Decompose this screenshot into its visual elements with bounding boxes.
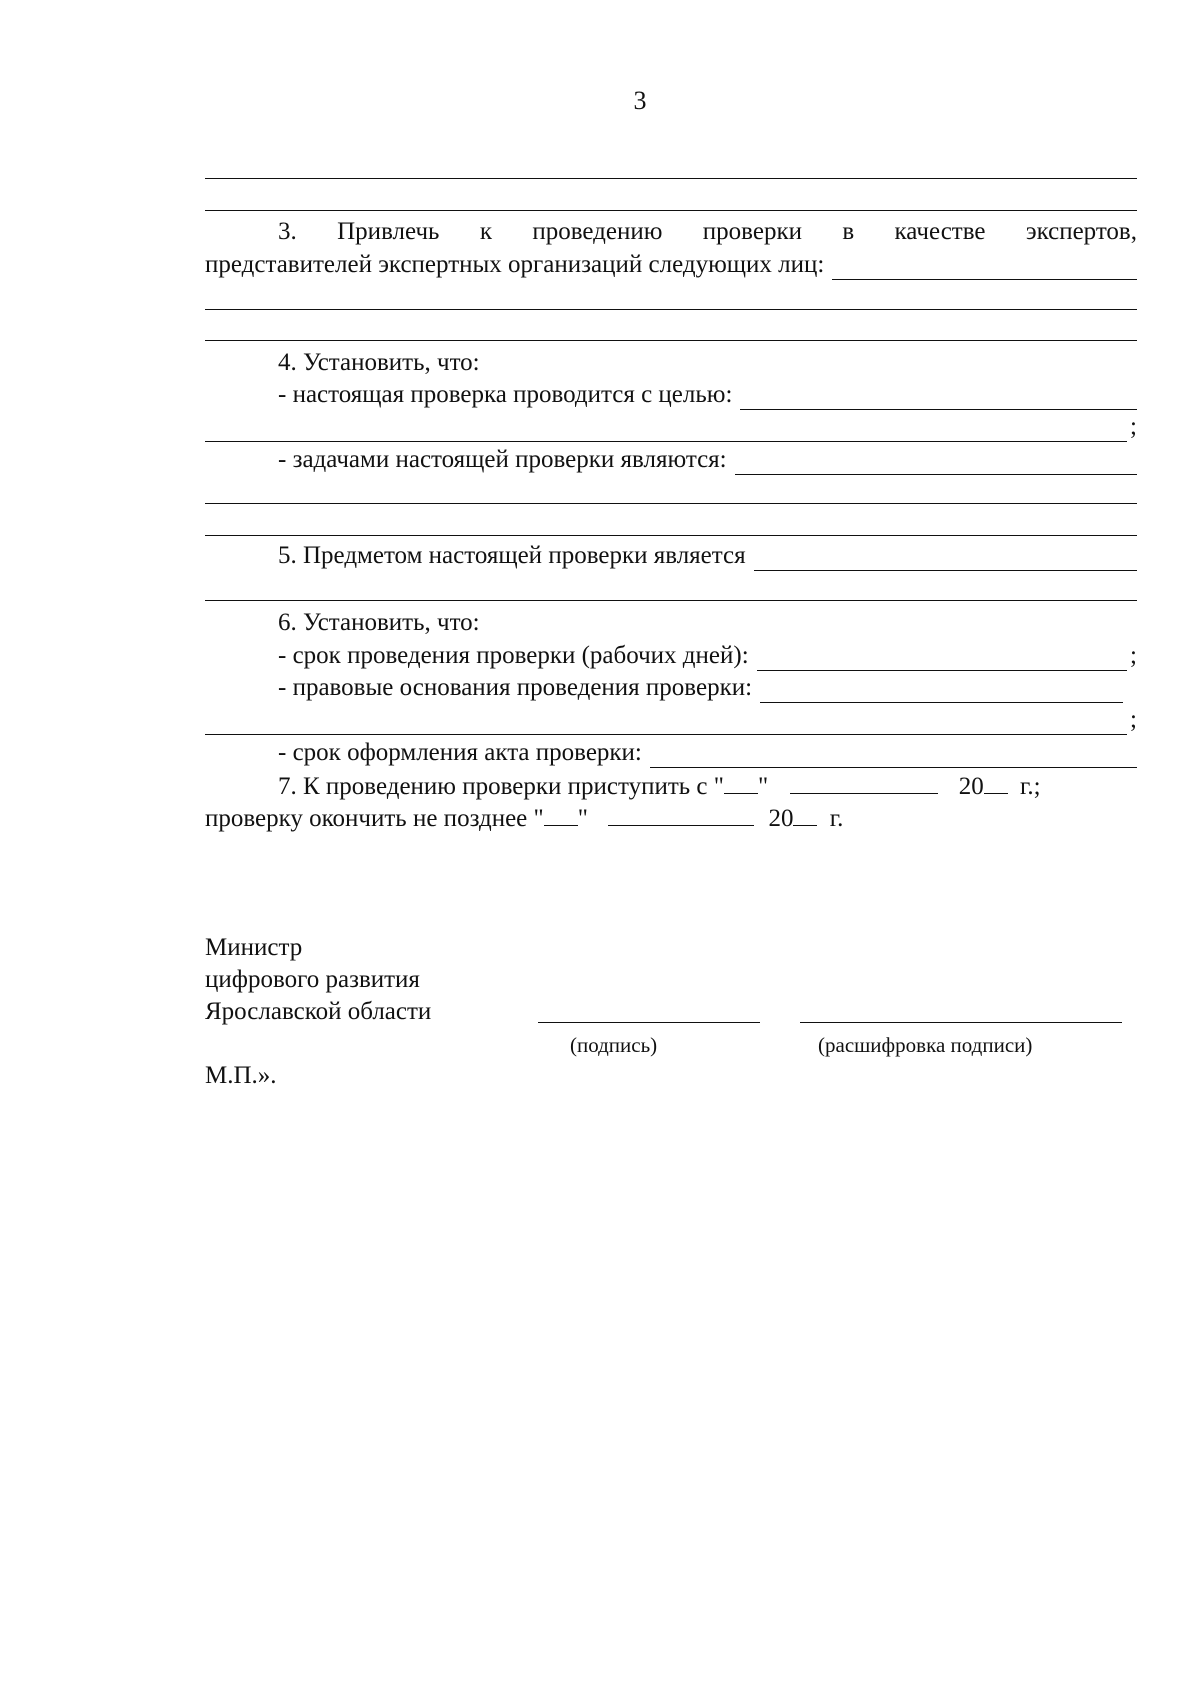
month-blank bbox=[790, 770, 938, 794]
item4-goal-cont-row bbox=[205, 412, 1137, 442]
blank-line bbox=[205, 340, 1137, 341]
signature-line bbox=[538, 1022, 760, 1023]
blank-line bbox=[205, 535, 1137, 536]
fill-line bbox=[832, 256, 1137, 280]
signature-decode-caption: (расшифровка подписи) bbox=[818, 1033, 1033, 1057]
quote: " bbox=[577, 805, 588, 832]
item7-end-text: проверку окончить не позднее " bbox=[205, 805, 544, 832]
signatory-title-2: цифрового развития bbox=[205, 966, 420, 993]
item7-end-row bbox=[205, 802, 1137, 832]
blank-line bbox=[205, 210, 1137, 211]
fill-line bbox=[205, 711, 1127, 735]
day-blank bbox=[724, 770, 758, 794]
fill-line bbox=[735, 451, 1137, 475]
year-prefix: 20 bbox=[768, 805, 794, 832]
signature-caption: (подпись) bbox=[570, 1033, 658, 1057]
item7-start-text: 7. К проведению проверки приступить с " bbox=[278, 773, 724, 800]
item4-tasks-row bbox=[205, 445, 1137, 475]
quote: " bbox=[757, 773, 769, 800]
year-suffix: г.; bbox=[1019, 773, 1041, 800]
year-suffix: г. bbox=[829, 805, 844, 832]
month-blank bbox=[608, 802, 754, 826]
item6-act-term: - срок оформления акта проверки: bbox=[278, 739, 642, 766]
signature-decode-line bbox=[800, 1022, 1122, 1023]
blank-line bbox=[205, 600, 1137, 601]
item6-legal-cont-row bbox=[205, 705, 1137, 735]
item6-act-row bbox=[205, 738, 1137, 768]
blank-line bbox=[205, 178, 1137, 179]
signatory-title-3: Ярославской области bbox=[205, 998, 432, 1025]
item3-line1: 3. Привлечь к проведению проверки в качестве экспертов, bbox=[278, 218, 1137, 245]
fill-line bbox=[760, 679, 1123, 703]
item5-row bbox=[205, 541, 1137, 571]
stamp-mark: М.П.». bbox=[205, 1062, 277, 1089]
item3-line2-row bbox=[205, 250, 1137, 280]
item3-line2: представителей экспертных организаций следующих лиц: bbox=[205, 251, 825, 278]
fill-line bbox=[740, 386, 1137, 410]
year-prefix: 20 bbox=[958, 773, 984, 800]
item6-term: - срок проведения проверки (рабочих дней): bbox=[278, 642, 749, 669]
item6-title: 6. Установить, что: bbox=[278, 609, 480, 636]
year-blank bbox=[793, 802, 817, 826]
fill-line bbox=[650, 744, 1137, 768]
blank-line bbox=[205, 309, 1137, 310]
blank-line bbox=[205, 503, 1137, 504]
semicolon: ; bbox=[1130, 642, 1137, 669]
item4-tasks: - задачами настоящей проверки являются: bbox=[278, 446, 727, 473]
page-number: 3 bbox=[633, 86, 647, 115]
fill-line bbox=[757, 647, 1127, 671]
item5-subject: 5. Предметом настоящей проверки является bbox=[278, 542, 746, 569]
signatory-title-1: Министр bbox=[205, 934, 303, 961]
item6-legal: - правовые основания проведения проверки: bbox=[278, 674, 753, 701]
item4-goal-row bbox=[205, 380, 1137, 410]
item7-start-row bbox=[205, 770, 1137, 800]
item6-term-row bbox=[205, 641, 1137, 671]
fill-line bbox=[754, 547, 1137, 571]
semicolon: ; bbox=[1130, 413, 1137, 440]
year-blank bbox=[984, 770, 1008, 794]
fill-line bbox=[205, 418, 1127, 442]
semicolon: ; bbox=[1130, 706, 1137, 733]
item4-goal: - настоящая проверка проводится с целью: bbox=[278, 381, 733, 408]
item4-title: 4. Установить, что: bbox=[278, 349, 480, 376]
item6-legal-row bbox=[205, 673, 1137, 703]
day-blank bbox=[544, 802, 578, 826]
